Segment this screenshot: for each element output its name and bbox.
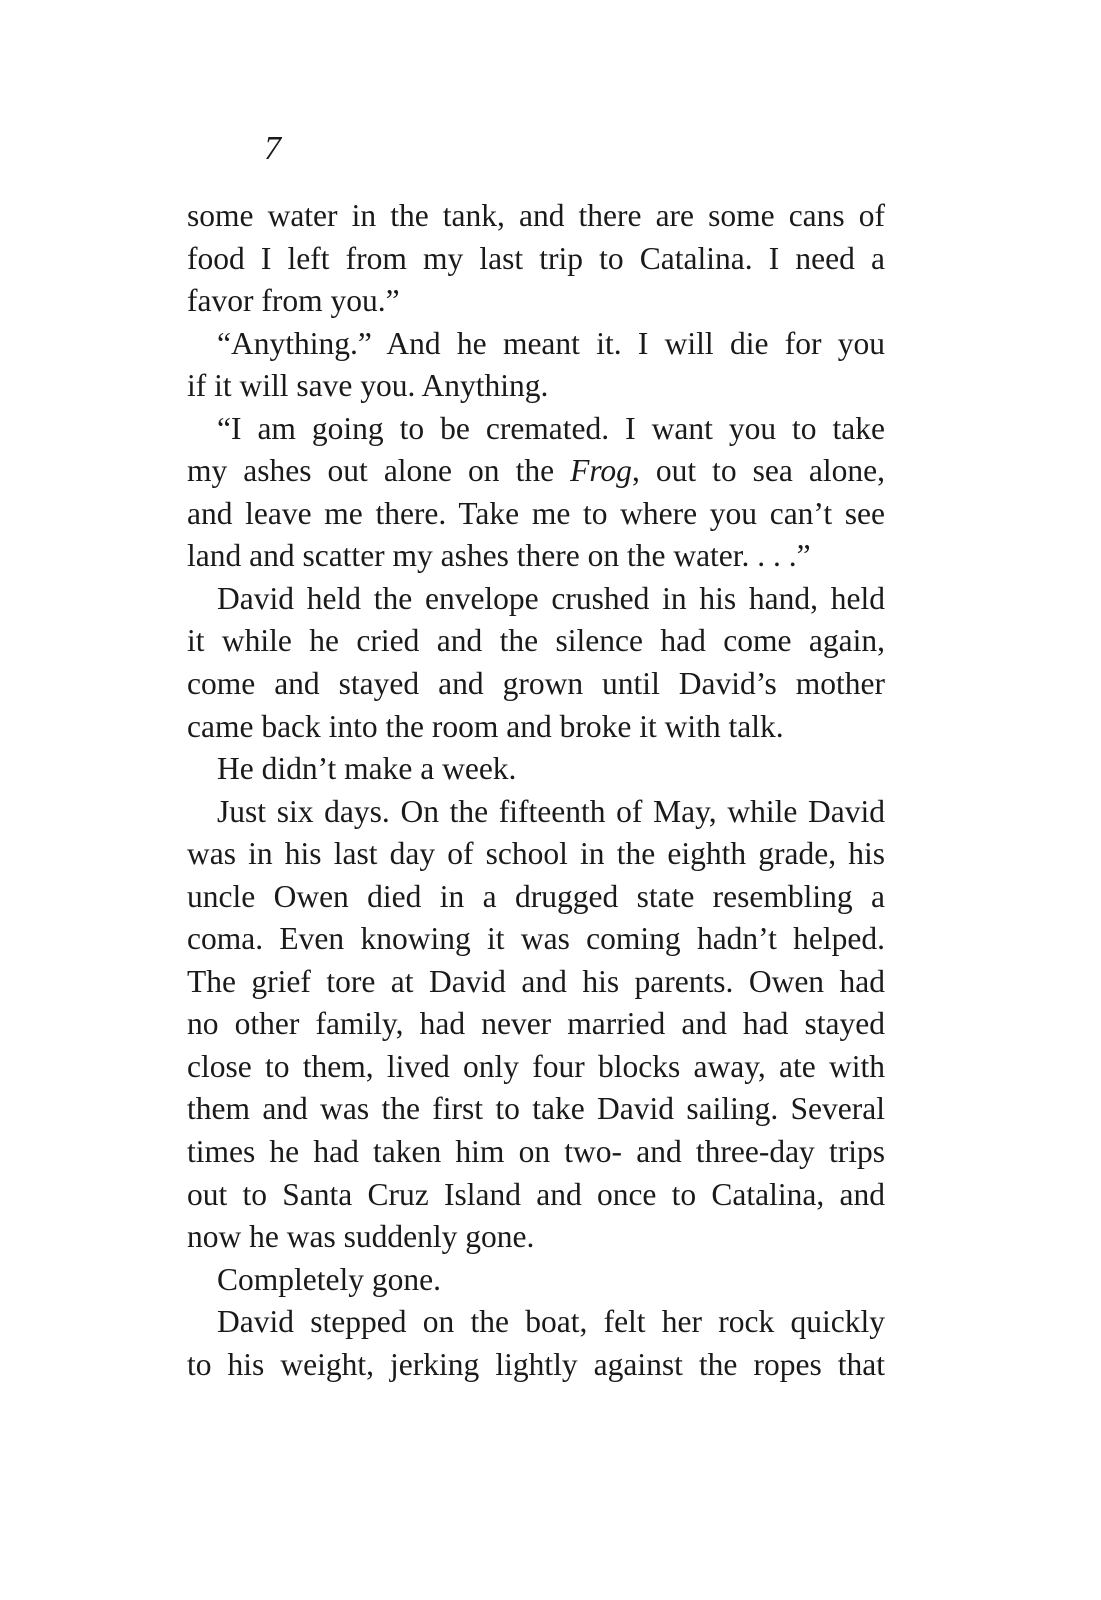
text-line: coma. Even knowing it was coming hadn’t helped. [187,921,885,957]
text-line: “Anything.” And he meant it. I will die for you [217,325,885,361]
text-line: land and scatter my ashes there on the water. . . .” [187,538,811,574]
boat-name: Frog [570,453,632,489]
text-line: and leave me there. Take me to where you can’t see [187,495,885,531]
text-line: Completely gone. [217,1261,441,1297]
text-line: David stepped on the boat, felt her rock quickly [217,1304,885,1340]
text-line: The grief tore at David and his parents. Owen had [187,963,885,999]
text-segment: , out to sea alone, [631,453,885,489]
text-line: them and was the first to take David sailing. Several [187,1091,885,1127]
body-text [187,195,885,1386]
text-line: out to Santa Cruz Island and once to Catalina, and [187,1176,885,1212]
text-line: was in his last day of school in the eighth grade, his [187,836,885,872]
text-line: some water in the tank, and there are some cans of [187,198,885,233]
text-line: food I left from my last trip to Catalina. I need a [187,240,885,276]
text-line: now he was suddenly gone. [187,1219,535,1255]
text-line: uncle Owen died in a drugged state resembling a [187,878,885,914]
text-line [187,450,885,493]
text-line: if it will save you. Anything. [187,368,549,404]
text-line: it while he cried and the silence had come again, [187,623,885,659]
text-line: favor from you.” [187,283,400,319]
text-line: no other family, had never married and had stayed [187,1006,885,1042]
text-line: come and stayed and grown until David’s mother [187,666,885,702]
text-line: Just six days. On the fifteenth of May, while David [217,793,885,829]
text-line: He didn’t make a week. [217,751,517,787]
page-number: 7 [264,130,281,167]
text-line: came back into the room and broke it with talk. [187,708,784,744]
text-line: to his weight, jerking lightly against the ropes that [187,1346,885,1382]
text-segment: my ashes out alone on the [187,453,571,489]
text-line: “I am going to be cremated. I want you to take [217,410,885,446]
text-line: David held the envelope crushed in his hand, held [217,580,885,616]
text-line: close to them, lived only four blocks away, ate with [187,1048,885,1084]
text-line: times he had taken him on two- and three-day trips [187,1134,885,1170]
